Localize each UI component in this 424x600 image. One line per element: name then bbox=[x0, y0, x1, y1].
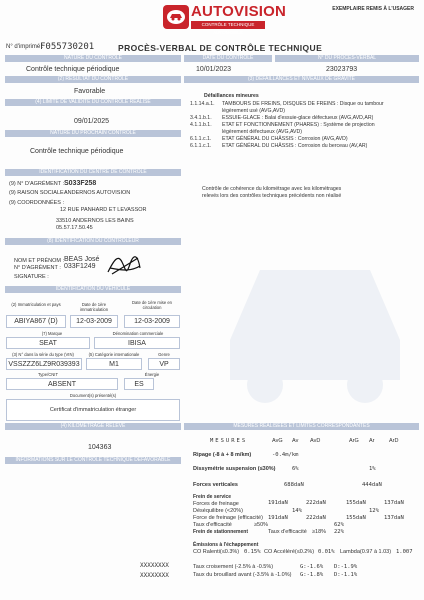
vehicle-make: SEAT bbox=[6, 337, 90, 349]
cross-d: D:-1.9% bbox=[334, 564, 358, 570]
brake-force-ard: 137daN bbox=[384, 500, 404, 506]
vehicle-category: M1 bbox=[86, 358, 142, 370]
eff-avg: 191daN bbox=[268, 515, 288, 521]
center-company-label: (9) RAISON SOCIALE : bbox=[9, 190, 67, 196]
defect-text: ETAT GÉNÉRAL DU CHÂSSIS : Corrosion du berceau (AV,AR) bbox=[222, 143, 368, 149]
vehicle-genre-label: Genre bbox=[158, 352, 170, 357]
validity-value: 09/01/2025 bbox=[74, 118, 110, 125]
measures-header: MESURES RÉALISÉES ET LIMITES CORRESPONDANTES bbox=[184, 423, 419, 430]
vehicle-energy: ES bbox=[124, 378, 154, 390]
odometer-header: (4) KILOMÉTRAGE RELEVÉ bbox=[5, 423, 181, 430]
vehicle-reg: ABIYA867 (D) bbox=[6, 315, 66, 328]
controller-name-label: NOM ET PRÉNOM : bbox=[14, 258, 65, 264]
col-ar: Ar bbox=[369, 438, 375, 444]
defect-text: ETAT GÉNÉRAL DU CHÂSSIS : Corrosion (AVG,AVD) bbox=[222, 136, 348, 142]
pv-no-value: 23023793 bbox=[326, 66, 358, 73]
center-address-2: 33510 ANDERNOS LES BAINS bbox=[56, 218, 134, 224]
unfavorable-value-1: XXXXXXXX bbox=[140, 562, 169, 569]
forces-label: Forces verticales bbox=[193, 482, 238, 488]
date-header: DATE DU CONTRÔLE bbox=[184, 55, 272, 62]
defect-code: 4.1.1.b.1. bbox=[190, 122, 212, 128]
center-coords-label: (9) COORDONNÉES : bbox=[9, 200, 65, 206]
odometer-value: 104363 bbox=[88, 444, 112, 451]
co-ralenti-label: CO Ralenti(≤0.3%) bbox=[193, 549, 240, 555]
co-accel-label: CO Accéléré(≤0.2%) bbox=[264, 549, 315, 555]
next-nature-header: NATURE DU PROCHAIN CONTRÔLE bbox=[5, 130, 181, 137]
validity-header: (4) LIMITE DE VALIDITÉ DU CONTRÔLE RÉALISÉ bbox=[5, 99, 181, 106]
vehicle-first-reg-label: Date de 1ère immatriculation bbox=[79, 302, 109, 312]
center-company: ANDERNOS AUTOVISION bbox=[64, 190, 131, 196]
emissions-heading: Émissions à l'échappement bbox=[193, 542, 259, 548]
copy-label: EXEMPLAIRE REMIS À L'USAGER bbox=[332, 6, 414, 12]
defect-text-continued: légèrement usé (AVG,AVD) bbox=[222, 108, 285, 114]
desequil-av: 14% bbox=[292, 508, 302, 514]
brake-force-avg: 191daN bbox=[268, 500, 288, 506]
vehicle-reg-date: 12-03-2009 bbox=[124, 315, 180, 328]
result-header: (2) RÉSULTAT DU CONTRÔLE bbox=[5, 76, 181, 83]
pv-no-header: N° DU PROCÈS-VERBAL bbox=[275, 55, 419, 62]
document-title: PROCÈS-VERBAL DE CONTRÔLE TECHNIQUE bbox=[118, 43, 323, 53]
co-ralenti-value: 0.15% bbox=[244, 549, 261, 555]
defects-heading: Défaillances mineures bbox=[204, 93, 259, 99]
desequil-label: Déséquilibre (<20%) bbox=[193, 508, 243, 514]
vehicle-vin-label: (3) N° dans la série du type (VIN) bbox=[12, 352, 74, 357]
center-header: IDENTIFICATION DU CENTRE DE CONTRÔLE bbox=[5, 169, 181, 176]
center-agreement-label: (9) N° D'AGRÉMENT : bbox=[9, 181, 65, 187]
center-phone: 05.57.17.50.45 bbox=[56, 225, 93, 231]
park-rate-label: Taux d'efficacité bbox=[268, 529, 307, 535]
eff-total-value: 62% bbox=[334, 522, 344, 528]
eff-total-label: Taux d'efficacité bbox=[193, 522, 232, 528]
dissym-ar: 1% bbox=[369, 466, 376, 472]
brake-heading: Frein de service bbox=[193, 494, 232, 500]
desequil-ar: 12% bbox=[369, 508, 379, 514]
forces-ar: 444daN bbox=[362, 482, 382, 488]
next-nature-value: Contrôle technique périodique bbox=[30, 148, 124, 155]
vehicle-type: ABSENT bbox=[6, 378, 118, 390]
brand-tagline: CONTRÔLE TECHNIQUE AUTOMOBILE bbox=[191, 21, 265, 29]
eff-total-limit: ≥50% bbox=[254, 522, 269, 528]
park-rate-limit: ≥18% bbox=[312, 529, 327, 535]
car-watermark-icon bbox=[210, 180, 420, 440]
brake-force-avd: 222daN bbox=[306, 500, 326, 506]
fog-g: G:-1.8% bbox=[300, 572, 324, 578]
controller-agreement: 033F1249 bbox=[64, 263, 96, 270]
defects-note-1: Contrôle de cohérence du kilométrage avec les kilométrages bbox=[202, 186, 342, 192]
col-avd: AvD bbox=[310, 438, 321, 444]
dissym-label: Dissymétrie suspension (≤30%) bbox=[193, 466, 276, 472]
defects-note-2: relevés lors des contrôles techniques précédents non réalisé bbox=[202, 193, 342, 199]
nature-header: NATURE DU CONTRÔLE bbox=[5, 55, 181, 62]
unfavorable-value-2: XXXXXXXX bbox=[140, 572, 169, 579]
vehicle-type-label: Type/CNIT bbox=[37, 372, 58, 377]
park-label: Frein de stationnement bbox=[193, 529, 249, 535]
brand-name: AUTOVISION bbox=[191, 3, 287, 20]
vehicle-vin: VSSZZZ6LZ9R039393 bbox=[6, 358, 82, 370]
lambda-value: 1.007 bbox=[396, 549, 413, 555]
vehicle-make-label: (7) Marque bbox=[41, 331, 63, 336]
vehicle-first-reg: 12-03-2009 bbox=[70, 315, 118, 328]
controller-name: BEAS José bbox=[64, 256, 100, 263]
park-rate-value: 22% bbox=[334, 529, 344, 535]
col-av: Av bbox=[292, 438, 299, 444]
col-arg: ArG bbox=[349, 438, 359, 444]
forces-av: 688daN bbox=[284, 482, 304, 488]
defect-code: 6.1.1.c.1. bbox=[190, 136, 212, 142]
col-avg: AvG bbox=[272, 438, 283, 444]
fog-d: D:-1.1% bbox=[334, 572, 358, 578]
car-logo-icon bbox=[163, 5, 189, 29]
brake-force-label: Forces de freinage bbox=[193, 501, 239, 507]
fog-label: Taux du brouillard avant (-3.5% à -1.0%) bbox=[193, 572, 292, 578]
lambda-label: Lambda(0.97 à 1.03) bbox=[340, 549, 392, 555]
vehicle-docs-label: Document(s) présenté(s) bbox=[69, 393, 117, 398]
eff-ard: 137daN bbox=[384, 515, 404, 521]
controller-agreement-label: N° D'AGRÉMENT : bbox=[14, 265, 61, 271]
signature-label: SIGNATURE : bbox=[14, 274, 49, 280]
eff-label: Force de freinage (efficacité) bbox=[193, 515, 263, 521]
controller-header: (8) IDENTIFICATION DU CONTRÔLEUR bbox=[5, 238, 181, 245]
vehicle-reg-date-label: Date de 1ère mise en circulation bbox=[131, 300, 173, 310]
print-no-value: F055730201 bbox=[40, 42, 95, 52]
vehicle-reg-label: (2) Immatriculation et pays bbox=[11, 302, 61, 307]
result-value: Favorable bbox=[74, 88, 106, 95]
measures-title: MESURES bbox=[210, 438, 248, 444]
vehicle-energy-label: Énergie bbox=[144, 372, 160, 377]
dissym-av: 6% bbox=[292, 466, 299, 472]
defect-text: ETAT ET FONCTIONNEMENT (PHARES) : Système de projection bbox=[222, 122, 375, 128]
nature-value: Contrôle technique périodique bbox=[26, 66, 120, 73]
vehicle-category-label: (5) Catégorie internationale bbox=[88, 352, 140, 357]
defect-text: ESSUIE-GLACE : Balai d'essuie-glace défectueux (AVG,AVD,AR) bbox=[222, 115, 374, 121]
unfavorable-header: INFORMATIONS SUR LE CONTRÔLE TECHNIQUE DÉFAVORABLE bbox=[5, 457, 181, 464]
vehicle-model: IBISA bbox=[94, 337, 180, 349]
ripage-label: Ripage (-8 à + 8 m/km) bbox=[193, 452, 252, 458]
co-accel-value: 0.01% bbox=[318, 549, 335, 555]
eff-arg: 155daN bbox=[346, 515, 366, 521]
vehicle-docs: Certificat d'immatriculation étranger bbox=[6, 399, 180, 421]
col-ard: ArD bbox=[389, 438, 399, 444]
cross-g: G:-1.6% bbox=[300, 564, 324, 570]
defect-text: TAMBOURS DE FREINS, DISQUES DE FREINS : Disque ou tambour bbox=[222, 101, 384, 107]
vehicle-model-label: Dénomination commerciale bbox=[112, 331, 164, 336]
defect-code: 3.4.1.b.1. bbox=[190, 115, 212, 121]
brake-force-arg: 155daN bbox=[346, 500, 366, 506]
autovision-logo bbox=[163, 3, 287, 35]
defect-code: 6.1.1.c.1. bbox=[190, 143, 212, 149]
center-address-1: 12 RUE PANHARD ET LEVASSOR bbox=[60, 207, 147, 213]
center-agreement: S033F258 bbox=[64, 180, 97, 187]
defect-text-continued: légèrement défectueux (AVG,AVD) bbox=[222, 129, 302, 135]
cross-label: Taux croisement (-2.5% à -0.5%) bbox=[193, 564, 274, 570]
print-no-label: N° d'imprimé : bbox=[6, 44, 44, 50]
defect-code: 1.1.14.a.1. bbox=[190, 101, 215, 107]
ripage-value: -0.4m/km bbox=[272, 452, 299, 458]
date-value: 10/01/2023 bbox=[196, 66, 232, 73]
signature-image bbox=[104, 250, 144, 280]
vehicle-header: IDENTIFICATION DU VÉHICULE bbox=[5, 286, 181, 293]
vehicle-genre: VP bbox=[148, 358, 180, 370]
eff-avd: 222daN bbox=[306, 515, 326, 521]
defects-header: (3) DÉFAILLANCES ET NIVEAUX DE GRAVITÉ bbox=[184, 76, 419, 83]
